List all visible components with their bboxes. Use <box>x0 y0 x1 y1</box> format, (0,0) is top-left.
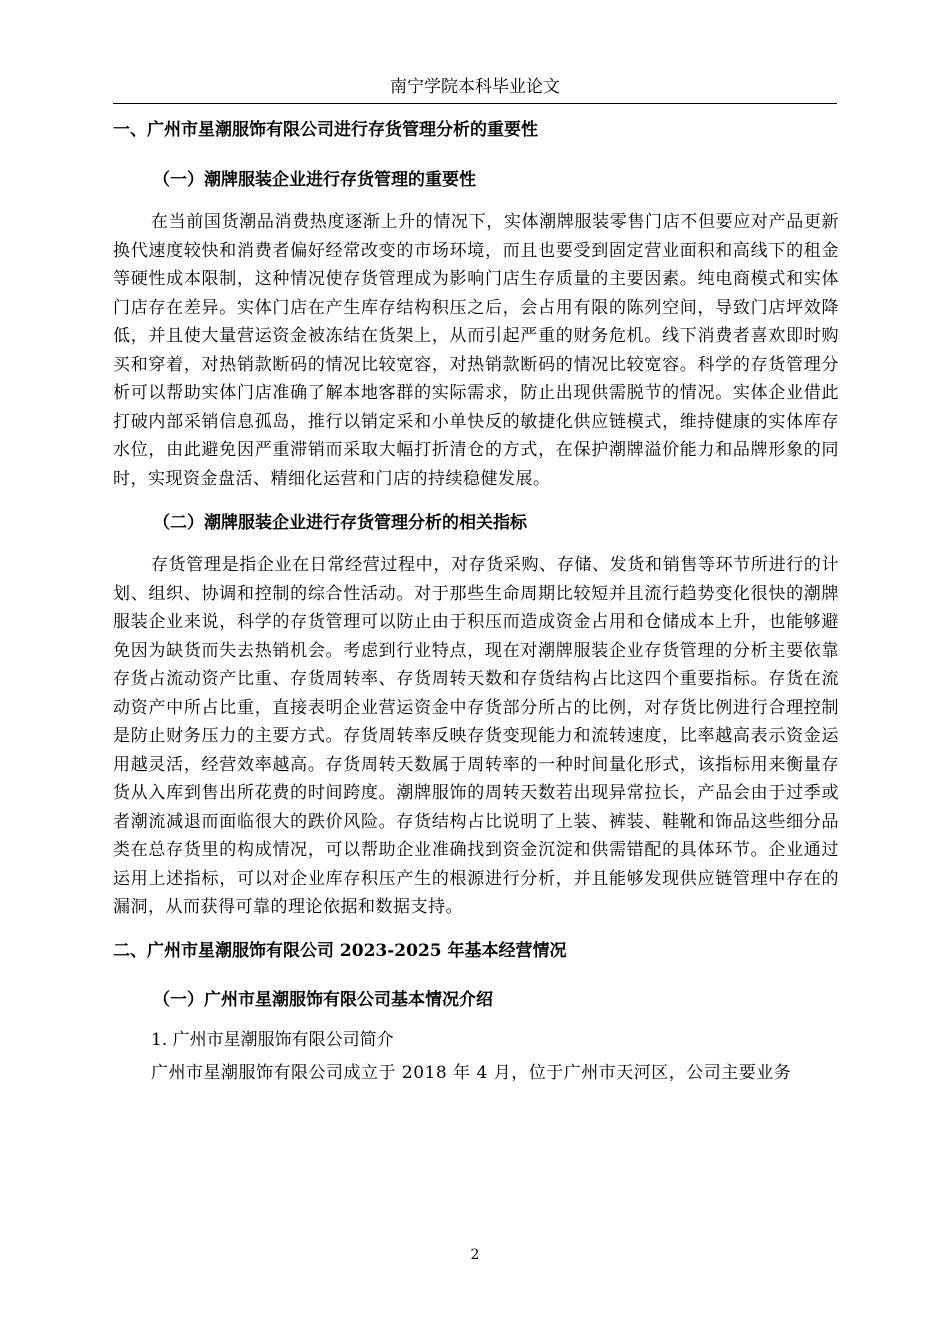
section-heading-1: 一、广州市星潮服饰有限公司进行存货管理分析的重要性 <box>113 120 538 140</box>
section-heading-2: 二、广州市星潮服饰有限公司 2023-2025 年基本经营情况 <box>113 940 567 961</box>
subsection-heading-1-2: （二）潮牌服装企业进行存货管理分析的相关指标 <box>153 513 527 533</box>
paragraph-1-2: 存货管理是指企业在日常经营过程中，对存货采购、存储、发货和销售等环节所进行的计划、组织、协调和控制的综合性活动。对于那些生命周期比较短并且流行趋势变化很快的潮牌服装企业来说，科学的存货管理可以防止由于积压而造成资金占用和仓储成本上升，也能够避免因为缺货而失去热销机会。考虑到行业特点，现在对潮牌服装企业存货管理的分析主要依靠存货占流动资产比重、存货周转率、存货周转天数和存货结构占比这四个重要指标。存货在流动资产中所占比重，直接表明企业营运资金中存货部分所占的比例，对存货比例进行合理控制是防止财务压力的主要方式。存货周转率反映存货变现能力和流转速度，比率越高表示资金运用越灵活，经营效率越高。存货周转天数属于周转率的一种时间量化形式，该指标用来衡量存货从入库到售出所花费的时间跨度。潮牌服饰的周转天数若出现异常拉长，产品会由于过季或者潮流减退而面临很大的跌价风险。存货结构占比说明了上装、裤装、鞋靴和饰品这些细分品类在总存货里的构成情况，可以帮助企业准确找到资金沉淀和供需错配的具体环节。企业通过运用上述指标，可以对企业库存积压产生的根源进行分析，并且能够发现供应链管理中存在的漏洞，从而获得可靠的理论依据和数据支持。 <box>113 555 839 917</box>
numbered-subheading-2-1-1: 1. 广州市星潮服饰有限公司简介 <box>151 1029 394 1050</box>
page-body <box>113 113 839 1087</box>
page-number: 2 <box>470 1247 480 1263</box>
subsection-heading-1-1: （一）潮牌服装企业进行存货管理的重要性 <box>153 170 476 190</box>
header-rule <box>113 103 837 104</box>
subsection-heading-2-1: （一）广州市星潮服饰有限公司基本情况介绍 <box>153 989 493 1010</box>
paragraph-2-1: 广州市星潮服饰有限公司成立于 2018 年 4 月，位于广州市天河区，公司主要业务 <box>151 1062 792 1083</box>
running-header: 南宁学院本科毕业论文 <box>390 77 560 97</box>
paragraph-1-1: 在当前国货潮品消费热度逐渐上升的情况下，实体潮牌服装零售门店不但要应对产品更新换代速度较快和消费者偏好经常改变的市场环境，而且也要受到固定营业面积和高线下的租金等硬性成本限制，这种情况使存货管理成为影响门店生存质量的主要因素。纯电商模式和实体门店存在差异。实体门店在产生库存结构积压之后，会占用有限的陈列空间，导致门店坪效降低，并且使大量营运资金被冻结在货架上，从而引起严重的财务危机。线下消费者喜欢即时购买和穿着，对热销款断码的情况比较宽容，对热销款断码的情况比较宽容。科学的存货管理分析可以帮助实体门店准确了解本地客群的实际需求，防止出现供需脱节的情况。实体企业借此打破内部采销信息孤岛，推行以销定采和小单快反的敏捷化供应链模式，维持健康的实体库存水位，由此避免因严重滞销而采取大幅打折清仓的方式，在保护潮牌溢价能力和品牌形象的同时，实现资金盘活、精细化运营和门店的持续稳健发展。 <box>113 212 839 489</box>
